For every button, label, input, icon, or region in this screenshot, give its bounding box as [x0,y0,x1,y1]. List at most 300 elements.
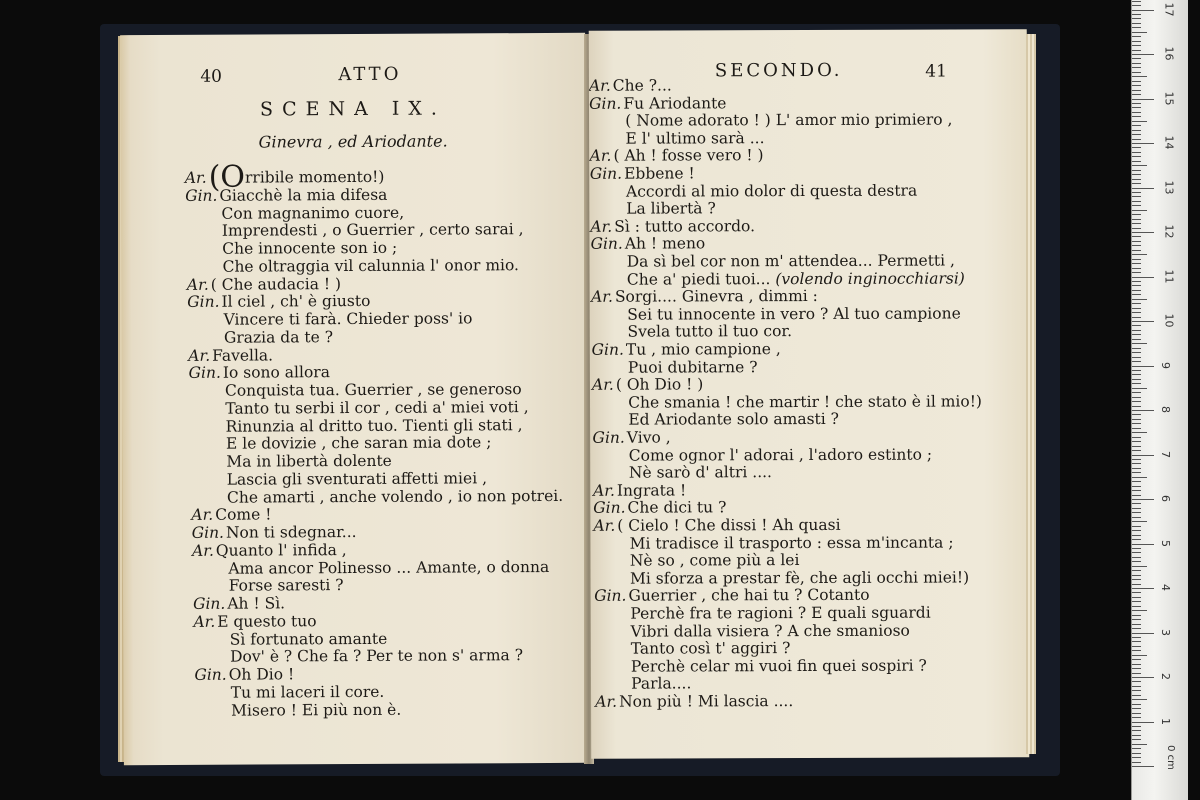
dialogue-line [230,646,523,666]
ruler-tick [1132,597,1141,598]
ruler-tick [1132,490,1141,491]
ruler-tick [1132,615,1141,616]
ruler-number: 11 [1162,269,1176,283]
dialogue-line [187,275,341,294]
ruler-tick [1132,659,1141,660]
ruler-tick [1132,54,1154,55]
ruler-tick [1132,357,1141,358]
ruler-tick [1132,94,1141,95]
dialogue-text: Che innocente son io ; [222,238,398,258]
ruler-tick [1132,677,1154,678]
ruler-tick [1132,5,1141,6]
dialogue-text: Ah ! Sì. [227,594,286,613]
dialogue-line [628,410,839,429]
speaker-label: Gin. [589,164,623,183]
ruler-tick [1132,50,1141,51]
dialogue-text: ( Oh Dio ! ) [615,375,704,394]
dialogue-text: Accordi al mio dolor di questa destra [625,181,918,201]
scene-title: SCENA IX. [259,97,446,121]
ruler-tick [1132,116,1141,117]
ruler-tick [1132,655,1147,656]
dialogue-line [184,159,385,195]
dialogue-text: Svela tutto il tuo cor. [627,322,793,342]
dialogue-text: Rinunzia al dritto tuo. Tienti gli stati , [225,415,523,436]
ruler-tick [1132,112,1141,113]
dialogue-text: Che amarti , anche volendo , io non potrei. [226,486,564,507]
dialogue-line [193,594,285,612]
ruler-tick [1132,14,1141,15]
ruler-number: 4 [1159,584,1172,591]
ruler-tick [1132,535,1141,536]
ruler-tick [1132,76,1147,77]
ruler-number: 1 [1159,717,1172,725]
ruler-tick [1132,681,1141,682]
dialogue-line [631,675,691,693]
dialogue-text: Da sì bel cor non m' attendea... Permetti , [626,251,955,271]
dialogue-line [627,251,955,270]
dialogue-text: Vincere ti farà. Chieder poss' io [223,309,473,329]
dialogue-line [625,111,952,130]
ruler-tick [1132,99,1154,100]
ruler-tick [1132,753,1141,754]
dialogue-line [594,586,869,605]
dialogue-line [226,452,392,471]
dialogue-text: Tanto tu serbi il cor , cedi a' miei voti , [225,397,529,418]
ruler-tick [1132,334,1141,335]
ruler-tick [1132,388,1147,389]
dialogue-text: La libertà ? [626,199,716,218]
dialogue-text: Ma in libertà dolente [226,451,392,471]
speaker-label: Ar. [593,516,616,535]
dialogue-text: Non più ! Mi lascia .... [619,692,794,711]
ruler-tick [1132,214,1141,215]
ruler-tick [1132,739,1141,740]
ruler-tick [1132,152,1141,153]
ruler-tick [1132,419,1141,420]
dialogue-line [227,486,563,506]
ruler-tick [1132,81,1141,82]
ruler-tick [1132,579,1141,580]
ruler-tick [1132,174,1141,175]
ruler-tick [1132,103,1141,104]
ruler-tick [1132,410,1154,411]
dialogue-line [627,304,961,323]
dialogue-text: Imprendesti , o Guerrier , certo sarai , [221,220,524,240]
ruler-tick [1132,308,1141,309]
dialogue-line [223,256,519,276]
ruler-number: 15 [1162,91,1176,105]
ruler-tick [1132,10,1154,11]
ruler-tick [1132,530,1141,531]
dialogue-line [591,235,706,253]
dialogue-line [629,445,932,464]
ruler-tick [1132,361,1141,362]
ruler-tick [1132,441,1141,442]
ruler-tick [1132,406,1141,407]
dialogue-text: ( Nome adorato ! ) L' amor mio primiero , [625,110,953,130]
ruler-tick [1132,437,1141,438]
ruler-tick [1132,397,1141,398]
ruler-tick [1132,463,1141,464]
ruler-number: 2 [1159,673,1172,680]
ruler-tick [1132,637,1141,638]
speaker-label: Ar. [590,217,613,236]
dialogue-line [631,621,910,640]
speaker-label: Ar. [188,346,211,365]
dialogue-line [593,516,840,535]
ruler-tick [1132,165,1147,166]
ruler-tick [1132,379,1141,380]
dialogue-text: Tu mi laceri il core. [230,682,385,702]
dialogue-line [229,576,344,595]
ruler-tick [1132,517,1141,518]
ruler-tick [1132,730,1141,731]
ruler-tick [1132,686,1141,687]
ruler-tick [1132,90,1141,91]
ruler-tick [1132,383,1141,384]
ruler-tick [1132,205,1141,206]
ruler-tick [1132,370,1141,371]
dialogue-text: Tu , mio campione , [625,340,781,359]
dialogue-text: Lascia gli sventurati affetti miei , [226,469,488,489]
ruler-tick [1132,726,1141,727]
dialogue-line [630,533,954,552]
ruler-tick [1132,179,1141,180]
speaker-label: Gin. [194,665,227,684]
ruler-tick [1132,201,1141,202]
ruler-tick [1132,45,1141,46]
speaker-label: Gin. [592,428,625,447]
dialogue-line [592,340,781,359]
ruler-tick [1132,414,1141,415]
ruler-tick [1132,72,1141,73]
speaker-label: Gin. [191,523,224,542]
ruler-tick [1132,708,1141,709]
ruler-tick [1132,67,1141,68]
ruler-number: 10 [1162,313,1176,328]
ruler-tick [1132,423,1141,424]
ruler-tick [1132,495,1141,496]
ruler-tick [1132,352,1141,353]
dialogue-text: Ebbene ! [624,164,695,183]
dialogue-text: Misero ! Ei più non è. [231,700,402,720]
dialogue-text: Forse saresti ? [228,576,344,595]
speaker-label: Ar. [193,612,216,631]
ruler-tick [1132,250,1141,251]
dialogue-text: E questo tuo [217,611,317,631]
ruler-tick [1132,503,1141,504]
speaker-label: Ar. [588,76,611,95]
dialogue-text: Che dici tu ? [627,498,727,518]
ruler-tick [1132,499,1154,500]
ruler-tick [1132,374,1141,375]
ruler-tick [1132,232,1154,233]
dialogue-line [627,322,792,341]
dialogue-text: Che smania ! che martir ! che stato è il mio!) [628,392,982,412]
dialogue-text: Come ognor l' adorai , l'adoro estinto ; [628,445,933,465]
dialogue-line [189,363,330,382]
dialogue-text: Dov' è ? Che fa ? Per te non s' arma ? [230,646,524,666]
dialogue-text: Guerrier , che hai tu ? Cotanto [628,586,870,606]
ruler-tick [1132,526,1141,527]
dialogue-text: Che ?... [612,76,672,95]
speaker-label: Gin. [593,499,626,518]
ruler-tick [1132,272,1141,273]
ruler-tick [1132,468,1141,469]
ruler-tick [1132,704,1141,705]
dialogue-line [192,523,357,542]
dialogue-text: Oh Dio ! [228,665,295,684]
ruler-tick [1132,668,1141,669]
ruler-tick [1132,125,1141,126]
ruler-tick [1132,228,1141,229]
measurement-ruler [1131,0,1188,800]
dialogue-text: ( Che audacia ! ) [210,274,342,294]
dialogue-text: Tanto così t' aggiri ? [630,639,791,658]
ruler-tick [1132,330,1141,331]
speaker-label: Ar. [191,541,214,560]
dialogue-text: E le dovizie , che saran mia dote ; [225,433,492,453]
ruler-tick [1132,455,1154,456]
ruler-tick [1132,236,1141,237]
ruler-number: 13 [1162,180,1176,194]
ruler-tick [1132,673,1141,674]
ruler-number: 6 [1159,495,1172,502]
ruler-tick [1132,339,1141,340]
ruler-tick [1132,63,1141,64]
ruler-tick [1132,27,1141,28]
dialogue-text: Grazia da te ? [223,327,334,347]
ruler-tick [1132,432,1147,433]
dialogue-text: (Orribile momento!) [208,159,385,195]
dialogue-line [631,656,927,675]
dialogue-text: Ama ancor Polinesso ... Amante, o donna [228,557,550,578]
speaker-label: Ar. [595,692,618,711]
dialogue-line [222,220,524,240]
ruler-tick [1132,312,1141,313]
dialogue-line [593,428,671,446]
ruler-tick [1132,552,1141,553]
ruler-tick [1132,641,1141,642]
dialogue-line [224,328,333,347]
ruler-tick [1132,722,1154,723]
dialogue-text: Ah ! meno [624,234,706,254]
dialogue-line [589,94,726,112]
dialogue-line [224,309,473,328]
ruler-tick [1132,757,1141,758]
stage-direction: (volendo inginocchiarsi) [770,269,965,288]
left-running-head: ATTO [338,63,402,86]
ruler-tick [1132,143,1154,144]
ruler-tick [1132,450,1141,451]
speaker-label: Gin. [193,594,226,613]
dialogue-line [187,292,370,311]
speaker-label: Ar. [591,375,614,394]
ruler-tick [1132,58,1141,59]
ruler-tick [1132,277,1154,278]
ruler-tick [1132,1,1141,2]
ruler-tick [1132,477,1147,478]
speaker-label: Ar. [191,505,214,525]
speaker-label: Gin. [590,235,623,254]
dialogue-text: E l' ultimo sarà ... [625,128,765,148]
characters-heading: Ginevra , ed Ariodante. [258,131,448,152]
ruler-tick [1132,486,1141,487]
dialogue-text: ( Cielo ! Che dissi ! Ah quasi [617,515,841,535]
ruler-tick [1132,575,1141,576]
ruler-tick [1132,717,1141,718]
ruler-tick [1132,107,1141,108]
ruler-tick [1132,699,1147,700]
speaker-label: Gin. [185,186,218,205]
dialogue-line [221,203,404,222]
ruler-tick [1132,624,1141,625]
dialogue-line [228,557,549,577]
ruler-tick [1132,748,1141,749]
ruler-tick [1132,192,1141,193]
ruler-tick [1132,188,1154,189]
dialogue-line [590,164,695,182]
ruler-tick [1132,183,1141,184]
ruler-number: 12 [1162,224,1176,239]
speaker-label: Ar. [589,147,612,166]
dialogue-line [188,346,273,364]
dialogue-text: Nè sarò d' altri .... [628,463,773,482]
dialogue-line [590,147,764,166]
ruler-number: 3 [1159,628,1172,636]
ruler-number: 5 [1159,539,1172,547]
ruler-tick [1132,713,1141,714]
dialogue-line [630,568,969,587]
left-page [120,33,589,765]
ruler-tick [1132,23,1141,24]
speaker-label: Gin. [589,94,622,113]
ruler-tick [1132,294,1141,295]
dialogue-text: Mi sforza a prestar fè, che agli occhi miei!) [629,568,970,588]
ruler-tick [1132,299,1147,300]
ruler-tick [1132,325,1141,326]
dialogue-text: Nè so , come più a lei [629,551,800,570]
ruler-number: 8 [1159,406,1172,413]
right-running-head: SECONDO. [714,59,843,82]
dialogue-line [193,612,316,631]
ruler-tick [1132,401,1141,402]
ruler-tick [1132,41,1141,42]
speaker-label: Ar. [591,287,613,306]
right-page [589,29,1030,759]
ruler-tick [1132,348,1141,349]
speaker-label: Gin. [594,587,627,606]
dialogue-line [592,376,703,394]
dialogue-line [191,506,271,524]
dialogue-text: Che a' piedi tuoi... [626,269,771,289]
ruler-number: 17 [1162,2,1176,16]
ruler-number: 7 [1159,450,1172,458]
ruler-tick [1132,317,1141,318]
dialogue-text: Vivo , [626,428,671,447]
dialogue-line [625,129,764,147]
dialogue-text: Con magnanimo cuore, [221,203,405,223]
speaker-label: Gin. [591,340,624,359]
ruler-tick [1132,539,1141,540]
ruler-tick [1132,664,1141,665]
ruler-tick [1132,428,1141,429]
ruler-tick [1132,610,1147,611]
speaker-label: Gin. [188,363,221,383]
dialogue-line [627,269,965,288]
dialogue-text: Quanto l' infida , [215,540,347,560]
dialogue-line [589,76,672,94]
ruler-tick [1132,548,1141,549]
speaker-label: Ar. [184,168,207,187]
dialogue-line [626,181,917,200]
speaker-label: Ar. [593,481,615,500]
dialogue-text: Sì : tutto accordo. [614,216,756,236]
ruler-tick [1132,601,1141,602]
dialogue-text: Ingrata ! [616,481,687,500]
ruler-tick [1132,735,1141,736]
dialogue-line [226,416,523,436]
ruler-tick [1132,223,1141,224]
ruler-tick [1132,606,1141,607]
speaker-label: Gin. [187,292,220,312]
ruler-tick [1132,392,1141,393]
ruler-tick [1132,592,1141,593]
ruler-tick [1132,561,1141,562]
dialogue-line [629,463,772,481]
dialogue-line [593,481,686,499]
ruler-tick [1132,245,1141,246]
ruler-tick [1132,196,1141,197]
ruler-tick [1132,147,1141,148]
ruler-number: 14 [1162,135,1176,150]
dialogue-line [631,639,791,658]
dialogue-line [595,692,793,711]
ruler-tick [1132,161,1141,162]
ruler-tick [1132,584,1141,585]
ruler-tick [1132,588,1154,589]
dialogue-line [185,186,387,205]
ruler-tick [1132,762,1141,763]
ruler-tick [1132,695,1141,696]
dialogue-text: Come ! [215,505,272,524]
dialogue-text: Il ciel , ch' è giusto [221,292,371,311]
ruler-tick [1132,508,1141,509]
dialogue-text: Puoi dubitarne ? [627,357,758,377]
dialogue-text: Fu Ariodante [623,93,727,113]
ruler-tick [1132,281,1141,282]
ruler-tick [1132,259,1141,260]
ruler-tick [1132,130,1141,131]
ruler-tick [1132,85,1141,86]
dialogue-line [194,665,294,684]
ruler-tick [1132,633,1154,634]
right-page-edge [1026,34,1036,754]
dialogue-line [230,629,388,648]
speaker-label: Ar. [186,275,209,294]
dialogue-text: Sì fortunato amante [229,629,388,649]
dialogue-text: Perchè fra te ragioni ? E quali sguardi [630,603,931,623]
ruler-number: 16 [1162,46,1176,61]
ruler-tick [1132,481,1141,482]
dialogue-line [227,469,487,488]
dialogue-line [628,392,982,411]
ruler-tick [1132,210,1147,211]
dialogue-text: Ed Ariodante solo amasti ? [628,410,839,430]
dialogue-line [590,217,755,236]
dialogue-text: Mi tradisce il trasporto : essa m'incanta ; [629,533,954,553]
dialogue-line [231,683,385,702]
